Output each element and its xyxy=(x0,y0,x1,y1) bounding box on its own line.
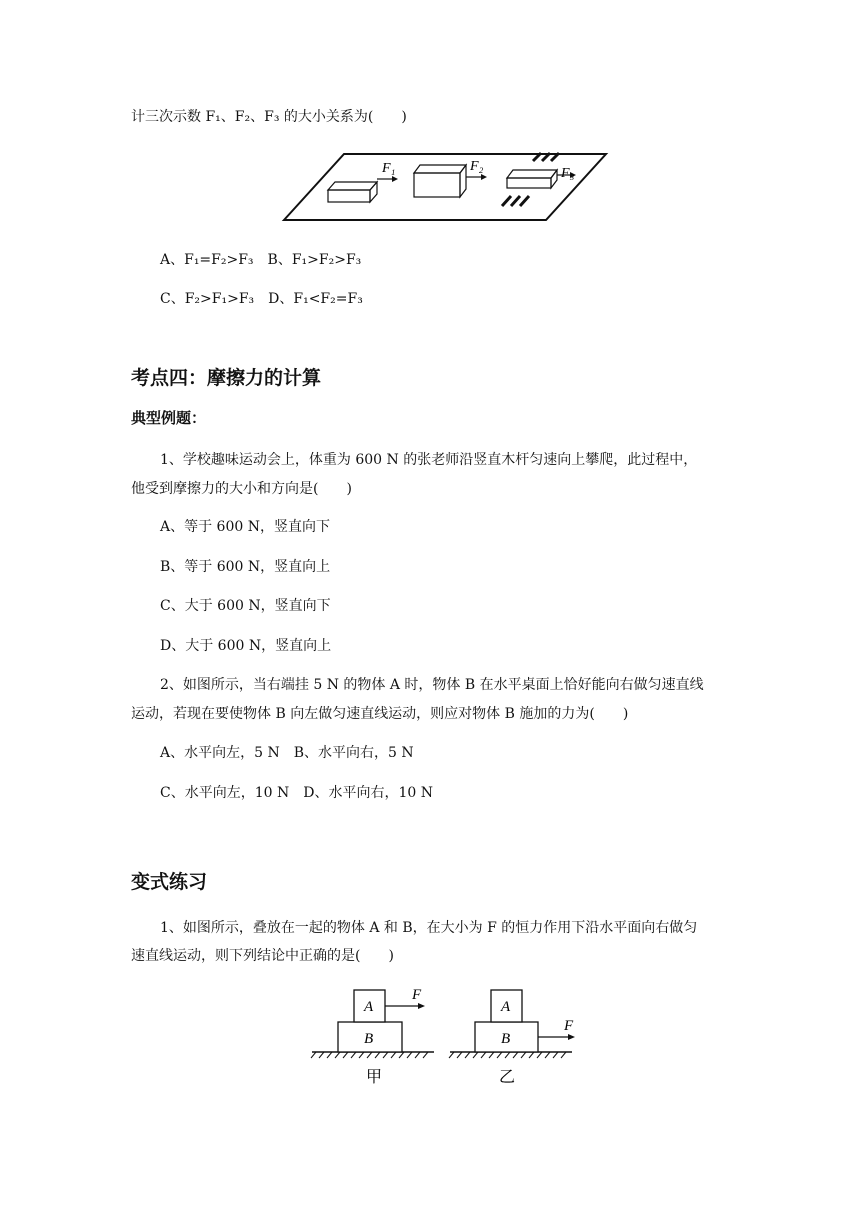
label-b-right: B xyxy=(501,1031,511,1047)
label-b-left: B xyxy=(364,1031,374,1047)
practice-q1-line-2: 速直线运动，则下列结论中正确的是( ) xyxy=(131,948,394,964)
block-1 xyxy=(328,161,398,202)
label-f-left: F xyxy=(412,987,422,1003)
q1-line-2: 他受到摩擦力的大小和方向是( ) xyxy=(131,481,352,497)
q2-line-1: 2、如图所示，当右端挂 5 N 的物体 A 时，物体 B 在水平桌面上恰好能向右做匀速直线 xyxy=(160,677,704,693)
practice-q1-line-1: 1、如图所示，叠放在一起的物体 A 和 B，在大小为 F 的恒力作用下沿水平面向右做匀 xyxy=(160,920,698,936)
diagram-jia xyxy=(311,987,434,1086)
q1-option-b: B、等于 600 N，竖直向上 xyxy=(160,559,331,575)
label-f2: F₂ xyxy=(470,159,484,174)
stacked-blocks-figure xyxy=(308,985,588,1095)
diagram-yi xyxy=(449,990,575,1086)
section-title: 考点四：摩擦力的计算 xyxy=(131,367,322,389)
question-stem: 计三次示数 F₁、F₂、F₃ 的大小关系为( ) xyxy=(131,109,407,125)
label-f1: F₁ xyxy=(382,161,396,176)
label-f3: F₃ xyxy=(561,166,575,181)
option-line-1: A、F₁=F₂>F₃ B、F₁>F₂>F₃ xyxy=(160,252,362,268)
caption-yi: 乙 xyxy=(499,1069,516,1086)
q1-option-c: C、大于 600 N，竖直向下 xyxy=(160,598,331,614)
q1-line-1: 1、学校趣味运动会上，体重为 600 N 的张老师沿竖直木杆匀速向上攀爬，此过程中， xyxy=(160,452,698,468)
label-a-right: A xyxy=(501,999,511,1015)
practice-title: 变式练习 xyxy=(131,871,208,893)
q1-option-a: A、等于 600 N，竖直向下 xyxy=(160,519,330,535)
label-f-right: F xyxy=(564,1018,574,1034)
examples-heading: 典型例题： xyxy=(131,409,207,427)
spring-scale-figure xyxy=(280,148,610,224)
label-a-left: A xyxy=(364,999,374,1015)
block-2 xyxy=(414,159,487,197)
caption-jia: 甲 xyxy=(366,1069,383,1086)
q2-option-line-1: A、水平向左，5 N B、水平向右，5 N xyxy=(160,745,414,761)
option-line-2: C、F₂>F₁>F₃ D、F₁<F₂=F₃ xyxy=(160,291,363,307)
q1-option-d: D、大于 600 N，竖直向上 xyxy=(160,638,332,654)
q2-option-line-2: C、水平向左，10 N D、水平向右，10 N xyxy=(160,785,433,801)
q2-line-2: 运动，若现在要使物体 B 向左做匀速直线运动，则应对物体 B 施加的力为( ) xyxy=(131,706,629,722)
